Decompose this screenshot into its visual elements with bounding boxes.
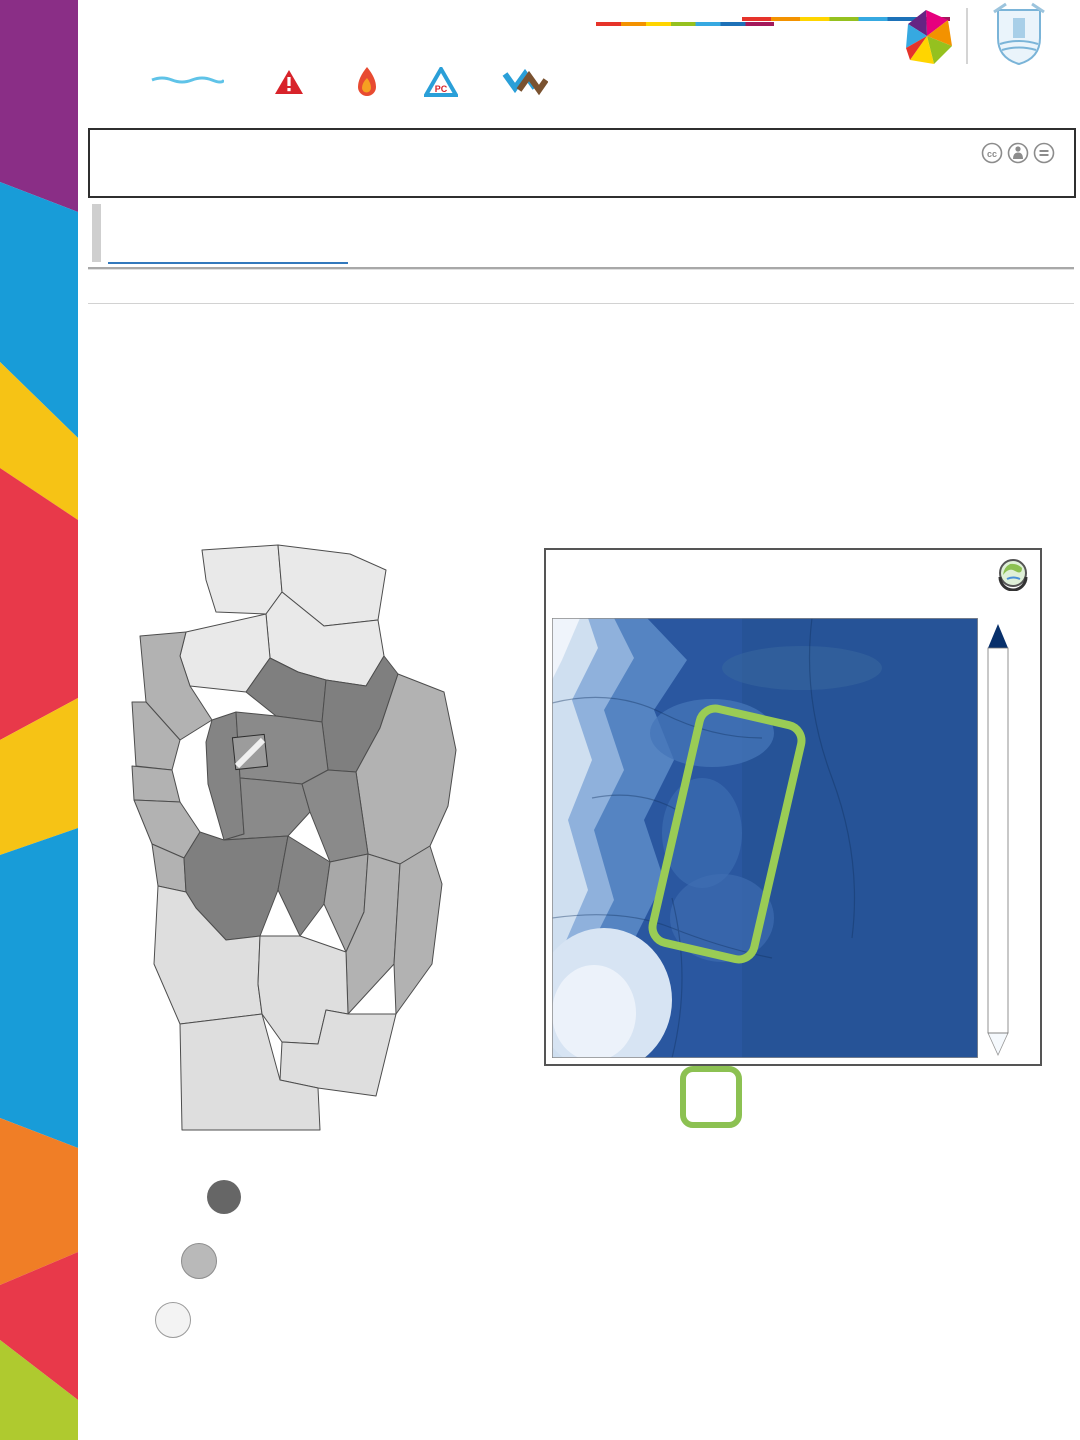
cc-nd-icon xyxy=(1033,142,1055,164)
flame-icon xyxy=(354,66,380,98)
svg-text:cc: cc xyxy=(986,149,998,159)
visibility-dark-swatch xyxy=(207,1180,241,1214)
decorative-side-stripe xyxy=(0,0,78,1440)
humidity-heatmap xyxy=(552,618,978,1058)
sipa-title-box xyxy=(88,128,1076,198)
visibility-medium-swatch xyxy=(181,1243,217,1279)
divider-rule-thin xyxy=(88,303,1074,304)
wrf-group-logo xyxy=(995,555,1034,591)
observatory-underline xyxy=(108,262,348,264)
humidity-colorbar xyxy=(982,618,1036,1058)
etac-logo xyxy=(268,68,316,96)
cc-by-icon xyxy=(1007,142,1029,164)
rainbow-underline xyxy=(596,22,774,26)
dsn-wave-icon xyxy=(150,76,224,86)
observatory-bar xyxy=(92,204,101,262)
province-map xyxy=(130,540,460,1152)
svg-text:PC: PC xyxy=(434,84,448,94)
license-badge xyxy=(981,142,1062,164)
wrf-globe-icon xyxy=(995,555,1031,591)
divider-rule xyxy=(88,267,1074,270)
org-logo-row xyxy=(150,66,990,98)
header-divider xyxy=(966,8,968,64)
risk-management-logo xyxy=(502,68,554,96)
humidity-figure-panel xyxy=(544,548,1042,1066)
hr-legend-swatch xyxy=(680,1066,742,1128)
risk-zigzag-icon xyxy=(502,68,548,96)
fire-management-logo xyxy=(354,66,386,98)
visibility-light-swatch xyxy=(155,1302,191,1338)
cordoba-pinwheel-icon xyxy=(896,8,958,66)
cordoba-crest-logo xyxy=(986,2,1052,66)
dsn-logo xyxy=(150,73,230,91)
civil-protection-triangle-icon xyxy=(424,67,458,97)
civil-protection-logo xyxy=(424,67,464,97)
etac-warning-triangle-icon xyxy=(274,68,304,96)
cc-icon xyxy=(981,142,1003,164)
